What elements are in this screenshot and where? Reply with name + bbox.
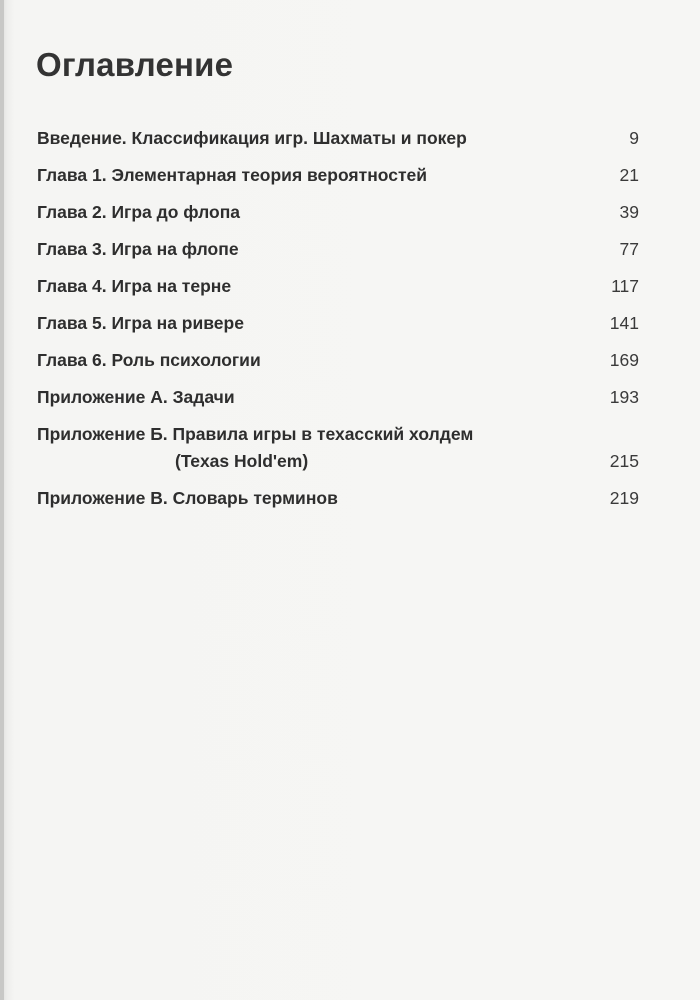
toc-entry-appendix-b [37, 422, 639, 473]
toc-entry-label: Глава 6. Роль психологии [37, 350, 261, 370]
toc-entry-label [37, 422, 599, 473]
toc-entry-page: 77 [619, 239, 639, 259]
toc-entry-chapter-3 [37, 237, 639, 261]
toc-entry-label: Глава 1. Элементарная теория вероятностей [37, 165, 428, 185]
toc-entry-chapter-4 [37, 274, 639, 298]
toc-entry-label: Глава 3. Игра на флопе [37, 239, 239, 259]
toc-entry-chapter-2 [37, 200, 639, 224]
toc-entry-page: 21 [619, 165, 639, 185]
spine-shadow [0, 0, 4, 1000]
toc-entry-page: 215 [609, 451, 639, 471]
toc-entry-page: 169 [609, 350, 639, 370]
toc-entry-chapter-1 [37, 163, 639, 187]
toc-entry-page: 141 [609, 313, 639, 333]
toc-entry-appendix-v [37, 486, 639, 510]
toc-entry-label: Приложение В. Словарь терминов [37, 488, 338, 508]
toc-entry-page: 9 [629, 128, 639, 148]
toc-entry-label: Введение. Классификация игр. Шахматы и покер [37, 128, 467, 148]
toc-entry-label: Глава 5. Игра на ривере [37, 313, 244, 333]
toc-entry-appendix-a [37, 385, 639, 409]
toc-title: Оглавление [36, 46, 234, 83]
toc-entry-label: Глава 2. Игра до флопа [37, 202, 241, 222]
toc-entry-label-line-2: (Texas Hold'em) [175, 451, 309, 471]
toc-entry-label: Приложение А. Задачи [37, 387, 235, 407]
toc-entry-page: 117 [611, 276, 639, 296]
toc-list [37, 126, 639, 523]
toc-entry-intro [37, 126, 639, 150]
toc-entry-page: 39 [619, 202, 639, 222]
toc-entry-chapter-6 [37, 348, 639, 372]
toc-entry-label-line-1: Приложение Б. Правила игры в техасский холдем [37, 424, 474, 444]
toc-entry-chapter-5 [37, 311, 639, 335]
toc-entry-page: 193 [609, 387, 639, 407]
toc-entry-label: Глава 4. Игра на терне [37, 276, 232, 296]
toc-entry-page: 219 [609, 488, 639, 508]
